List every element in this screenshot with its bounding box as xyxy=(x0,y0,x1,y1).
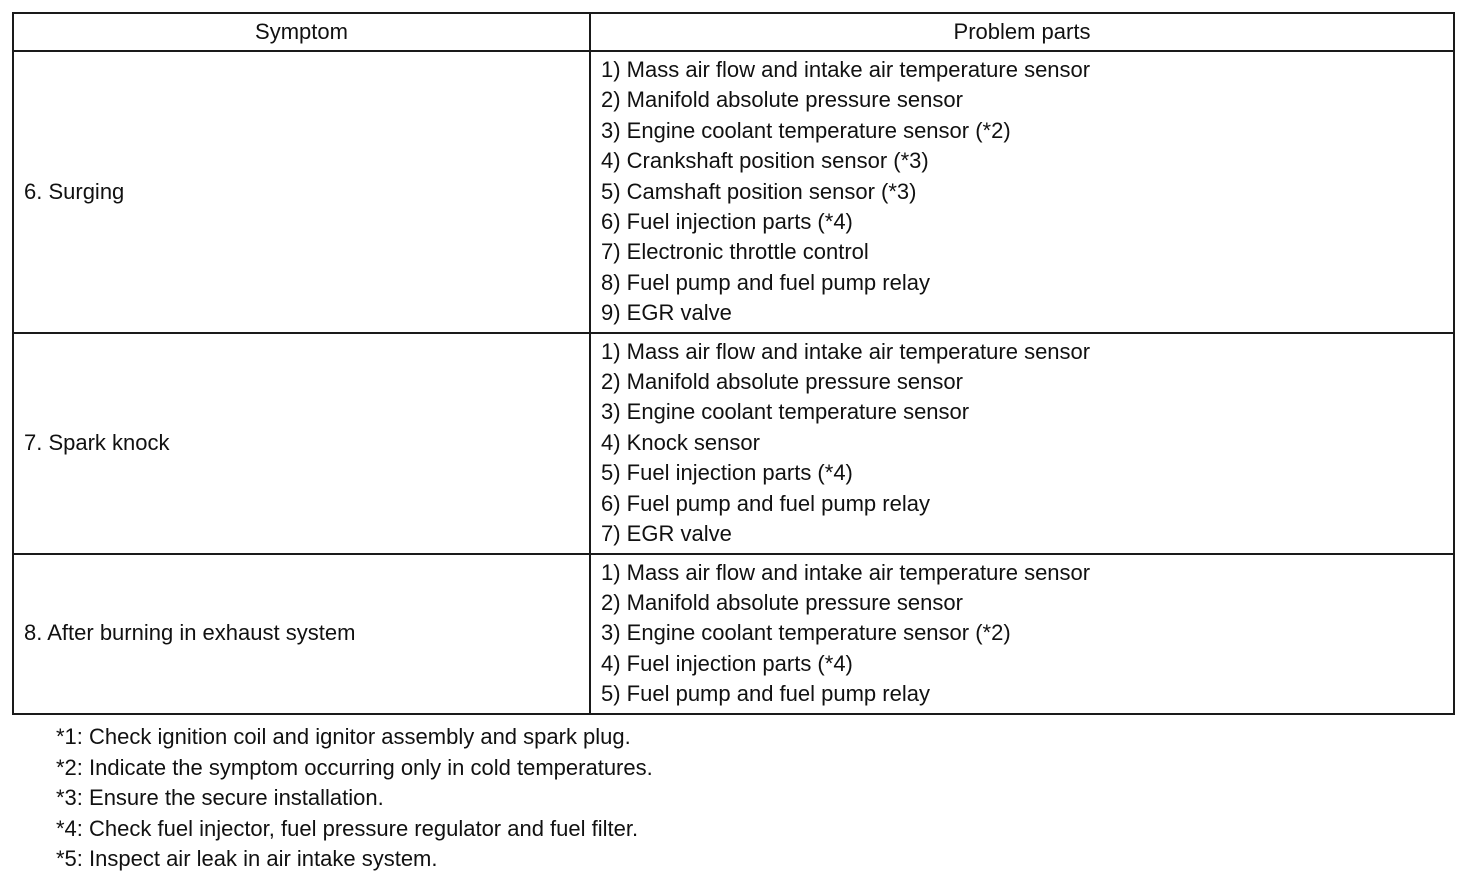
table-row xyxy=(13,554,1454,714)
header-symptom: Symptom xyxy=(13,13,590,51)
list-item: 2) Manifold absolute pressure sensor xyxy=(601,589,963,615)
symptom-cell: 8. After burning in exhaust system xyxy=(13,554,590,714)
list-item: 3) Engine coolant temperature sensor xyxy=(601,399,970,425)
footnote: *4: Check fuel injector, fuel pressure regulator and fuel filter. xyxy=(56,815,639,841)
symptom-table xyxy=(12,12,1455,715)
symptom-cell: 7. Spark knock xyxy=(13,333,590,554)
problem-parts-cell xyxy=(590,51,1454,333)
problem-parts-list xyxy=(601,558,1453,710)
list-item: 4) Crankshaft position sensor (*3) xyxy=(601,148,929,174)
list-item: 3) Engine coolant temperature sensor (*2) xyxy=(601,117,1011,143)
list-item: 4) Knock sensor xyxy=(601,429,760,455)
list-item: 5) Camshaft position sensor (*3) xyxy=(601,178,917,204)
table-row xyxy=(13,333,1454,554)
list-item: 3) Engine coolant temperature sensor (*2) xyxy=(601,620,1011,646)
list-item: 4) Fuel injection parts (*4) xyxy=(601,650,853,676)
header-problem-parts: Problem parts xyxy=(590,13,1454,51)
header-row xyxy=(13,13,1454,51)
symptom-cell: 6. Surging xyxy=(13,51,590,333)
problem-parts-list xyxy=(601,55,1453,329)
list-item: 1) Mass air flow and intake air temperature sensor xyxy=(601,57,1091,82)
list-item: 1) Mass air flow and intake air temperature sensor xyxy=(601,338,1091,364)
list-item: 6) Fuel injection parts (*4) xyxy=(601,209,853,235)
list-item: 2) Manifold absolute pressure sensor xyxy=(601,369,963,395)
table-row xyxy=(13,51,1454,333)
footnote: *2: Indicate the symptom occurring only in cold temperatures. xyxy=(56,754,653,780)
list-item: 8) Fuel pump and fuel pump relay xyxy=(601,269,930,295)
footnotes xyxy=(56,722,653,875)
list-item: 9) EGR valve xyxy=(601,300,732,326)
problem-parts-list xyxy=(601,337,1453,550)
problem-parts-cell xyxy=(590,333,1454,554)
list-item: 5) Fuel pump and fuel pump relay xyxy=(601,681,930,707)
list-item: 5) Fuel injection parts (*4) xyxy=(601,460,853,486)
list-item: 7) Electronic throttle control xyxy=(601,239,869,265)
footnote: *5: Inspect air leak in air intake system. xyxy=(56,846,438,871)
list-item: 1) Mass air flow and intake air temperature sensor xyxy=(601,559,1091,585)
list-item: 7) EGR valve xyxy=(601,521,732,547)
list-item: 6) Fuel pump and fuel pump relay xyxy=(601,490,930,516)
problem-parts-cell xyxy=(590,554,1454,714)
footnote: *3: Ensure the secure installation. xyxy=(56,785,384,810)
footnote: *1: Check ignition coil and ignitor assembly and spark plug. xyxy=(56,724,631,749)
list-item: 2) Manifold absolute pressure sensor xyxy=(601,87,963,113)
